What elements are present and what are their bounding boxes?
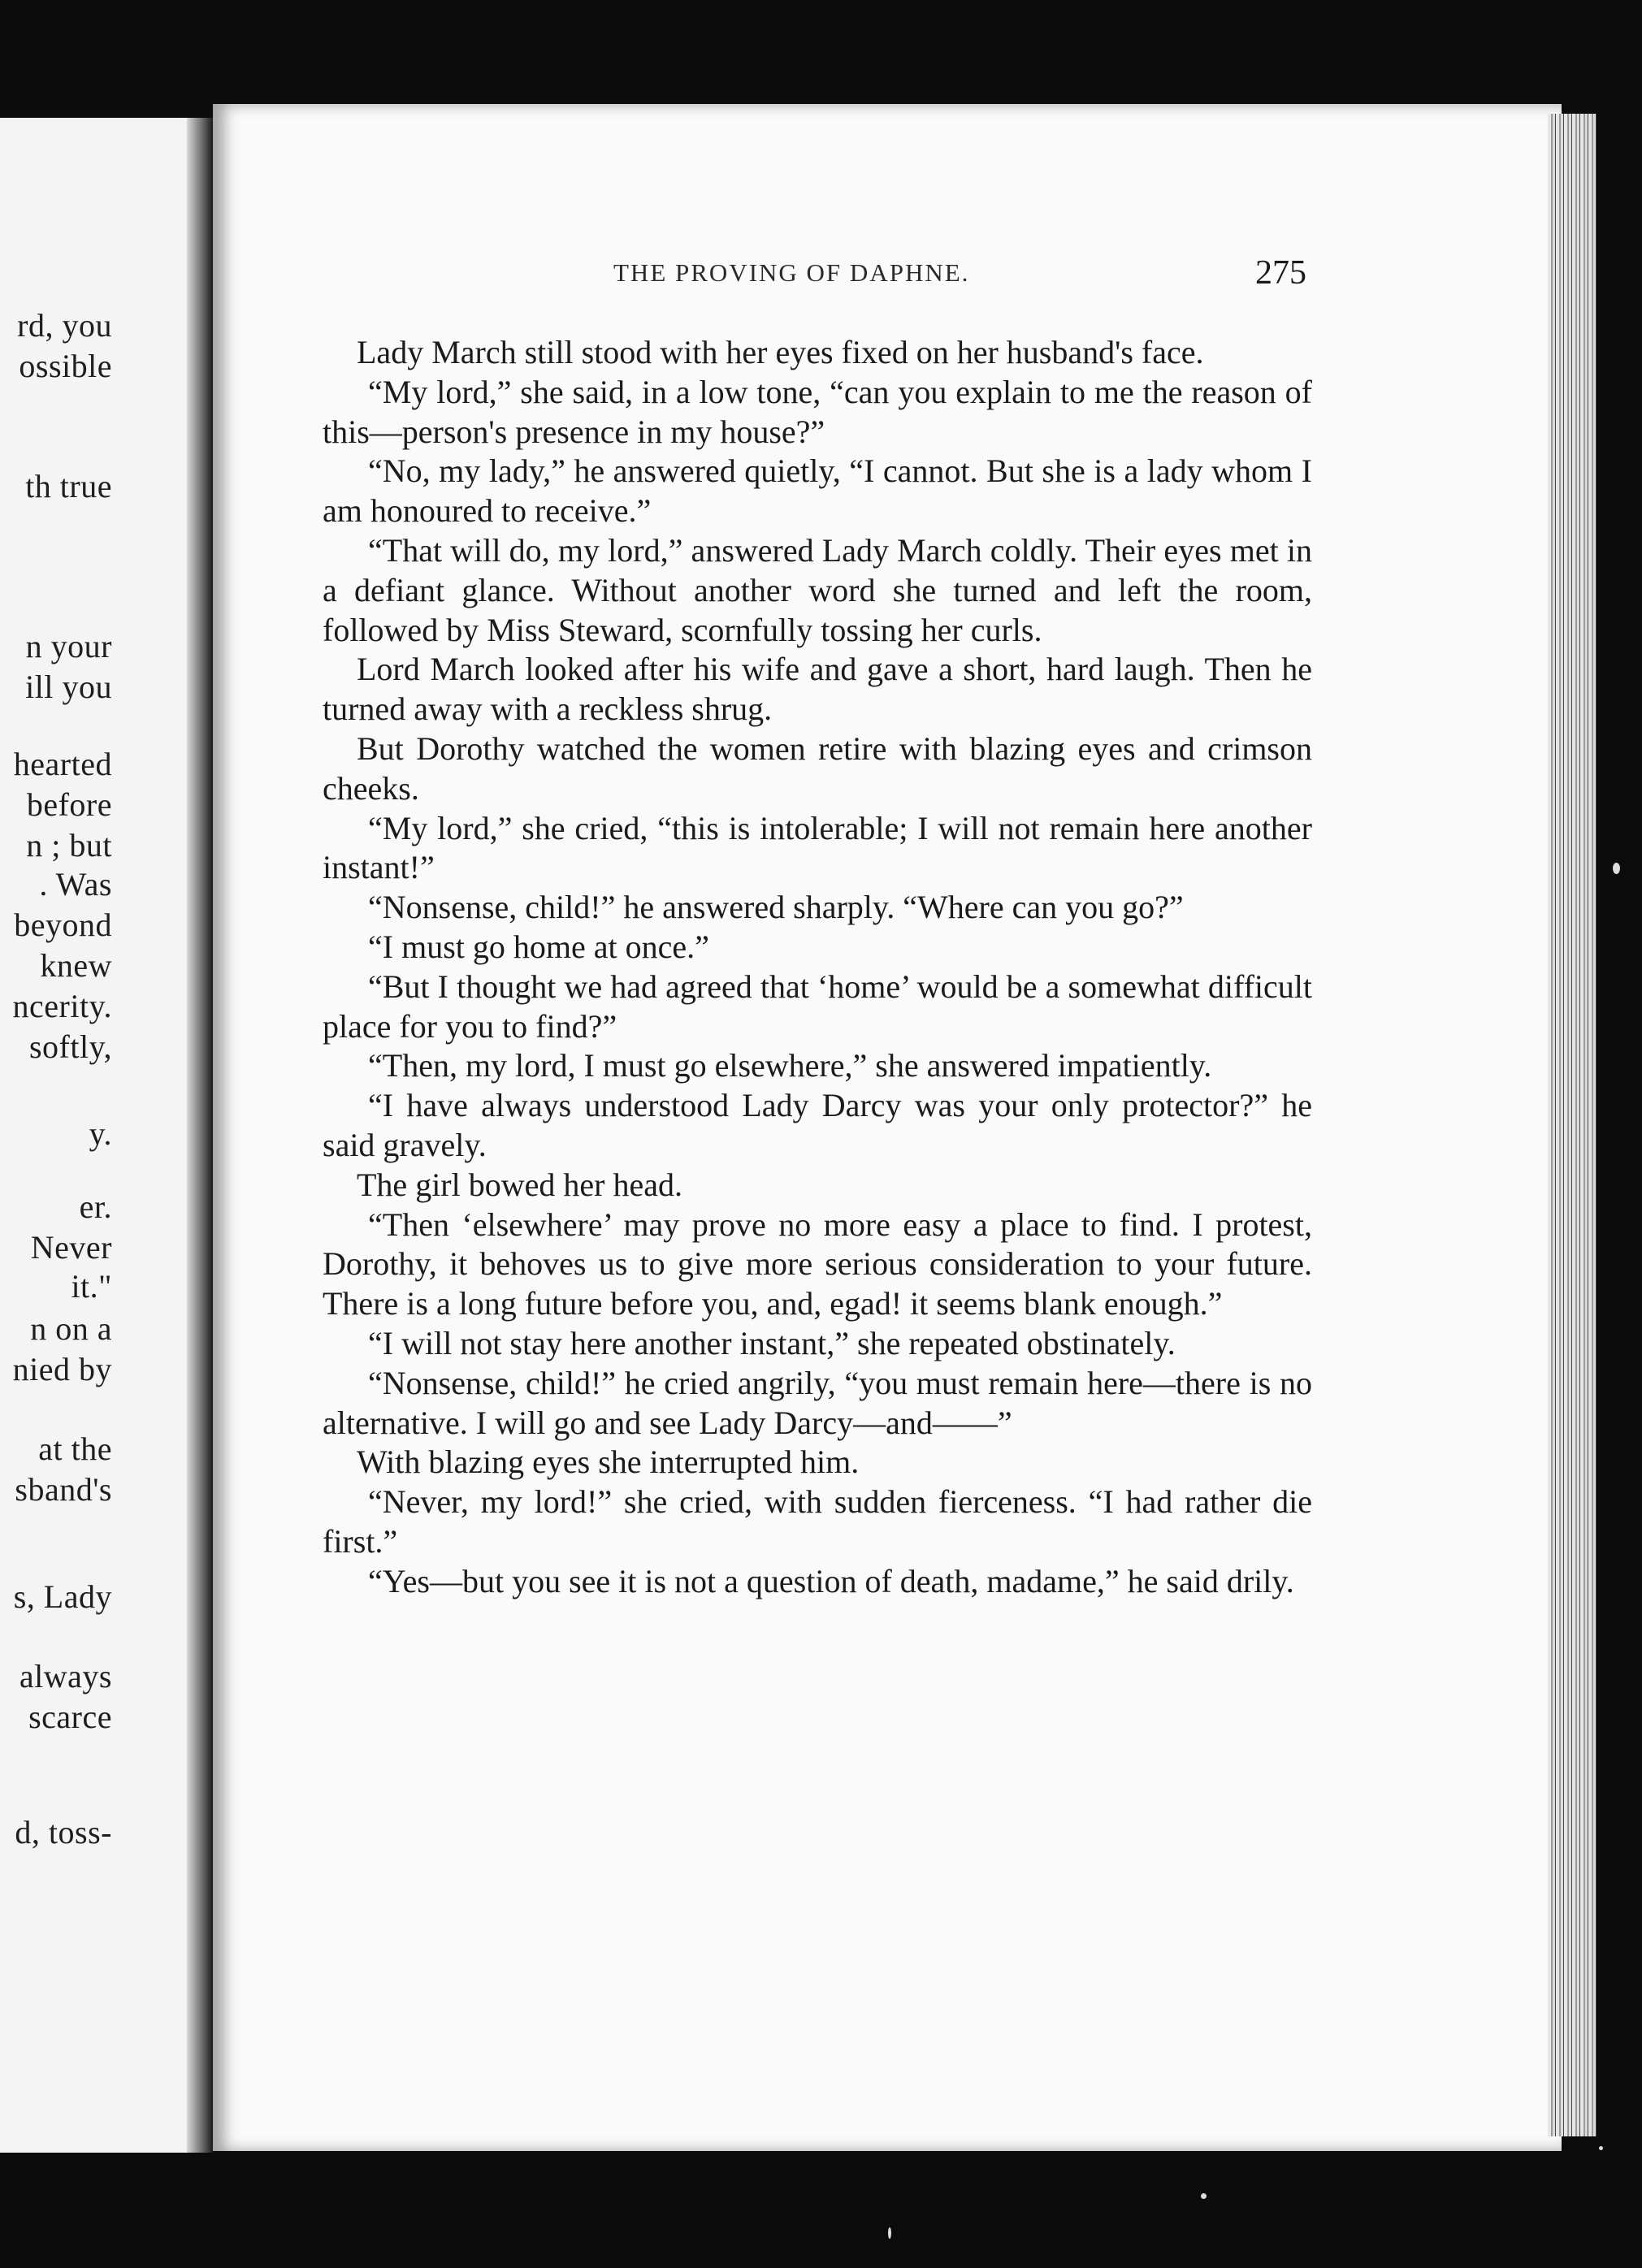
body-paragraph: “My lord,” she said, in a low tone, “can you explain to me the reason of this—person's presence in my house?” (323, 373, 1312, 450)
left-page-fragment: scarce (28, 1699, 112, 1735)
left-page-fragment: ncerity. (12, 988, 112, 1024)
body-paragraph: “I will not stay here another instant,” she repeated obstinately. (368, 1324, 1176, 1361)
body-paragraph: “No, my lady,” he answered quietly, “I cannot. But she is a lady whom I am honoured to receive.” (323, 452, 1312, 530)
left-page-fragment: s, Lady (13, 1578, 112, 1615)
page-number: 275 (1255, 254, 1306, 292)
left-page-fragment: ossible (19, 348, 112, 384)
left-page-fragment: er. (79, 1188, 112, 1225)
left-page-fragment: d, toss- (15, 1814, 112, 1850)
body-paragraph: “Never, my lord!” she cried, with sudden fierceness. “I had rather die first.” (323, 1483, 1312, 1560)
left-page-fragment: nied by (12, 1351, 112, 1387)
left-page-fragment: knew (40, 947, 112, 984)
left-page-fragment: . Was (39, 866, 112, 902)
left-page-fragment: before (26, 786, 112, 823)
left-page-fragment: y. (89, 1115, 112, 1152)
body-paragraph: “I must go home at once.” (368, 928, 709, 965)
body-paragraph: Lord March looked after his wife and gave a short, hard laugh. Then he turned away with a reckless shrug. (323, 651, 1312, 728)
left-page-fragment: beyond (14, 907, 112, 943)
body-paragraph: “I have always understood Lady Darcy was your only protector?” he said gravely. (323, 1087, 1312, 1163)
page-edges (1548, 114, 1597, 2136)
body-paragraph: But Dorothy watched the women retire with blazing eyes and crimson cheeks. (323, 729, 1312, 807)
body-paragraph: “But I thought we had agreed that ‘home’ would be a somewhat difficult place for you to find?” (323, 967, 1312, 1045)
body-paragraph: “That will do, my lord,” answered Lady March coldly. Their eyes met in a defiant glance. Without another word she turned and left the room, followed by Miss Steward, scornfully tossing her curls. (323, 531, 1312, 648)
body-paragraph: Lady March still stood with her eyes fixed on her husband's face. (357, 334, 1204, 370)
dust-speck (1201, 2193, 1207, 2199)
left-page-fragment: n ; but (26, 827, 112, 863)
left-page-fragment: n your (25, 628, 112, 664)
book-gutter (187, 118, 213, 2153)
body-text (323, 333, 1312, 1602)
dust-speck (1613, 863, 1620, 874)
running-head: THE PROVING OF DAPHNE. (613, 258, 970, 287)
left-page-fragment: hearted (13, 746, 112, 782)
dust-speck (888, 2227, 891, 2239)
left-page-fragment: th true (25, 468, 112, 504)
body-paragraph: The girl bowed her head. (357, 1166, 682, 1203)
left-page-fragment: Never (30, 1229, 112, 1266)
body-paragraph: With blazing eyes she interrupted him. (357, 1443, 860, 1481)
body-paragraph: “Yes—but you see it is not a question of death, madame,” he said drily. (368, 1562, 1294, 1599)
left-page-fragment: sband's (15, 1471, 112, 1508)
body-paragraph: “Then ‘elsewhere’ may prove no more easy a place to find. I protest, Dorothy, it behoves us to give more serious consideration to your future. There is a long future before you, and, egad! it seems blank enough.” (323, 1205, 1312, 1322)
left-page-fragment: ill you (25, 669, 112, 705)
left-page-fragment: rd, you (17, 307, 112, 344)
left-page-fragment: it." (71, 1268, 112, 1305)
body-paragraph: “Nonsense, child!” he cried angrily, “you must remain here—there is no alternative. I will go and see Lady Darcy—and——” (323, 1364, 1312, 1441)
body-paragraph: “My lord,” she cried, “this is intolerable; I will not remain here another instant!” (323, 809, 1312, 886)
left-page-fragment: at the (38, 1430, 112, 1467)
dust-speck (1599, 2146, 1603, 2150)
body-paragraph: “Then, my lord, I must go elsewhere,” she answered impatiently. (368, 1047, 1212, 1084)
left-page-fragment: softly, (28, 1028, 112, 1065)
left-page (0, 118, 201, 2153)
left-page-fragment: n on a (30, 1310, 112, 1347)
body-paragraph: “Nonsense, child!” he answered sharply. “Where can you go?” (368, 889, 1184, 926)
left-page-fragment: always (19, 1658, 112, 1695)
